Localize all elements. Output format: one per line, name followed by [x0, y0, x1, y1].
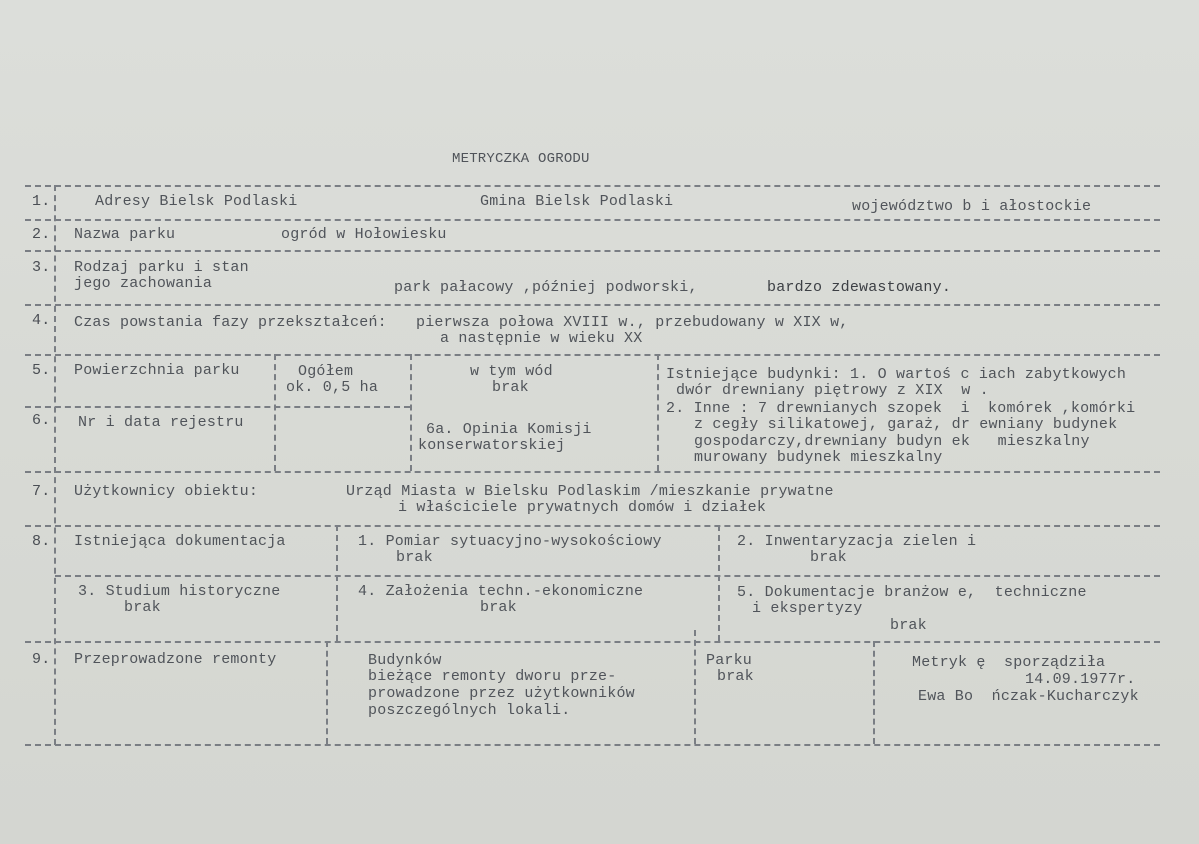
- creation-period-value-line2: a następnie w wieku XX: [440, 330, 643, 347]
- doc-4-title: 4. Założenia techn.-ekonomiczne: [358, 583, 644, 600]
- users-value-line2: i właściciele prywatnych domów i działek: [398, 499, 767, 516]
- renovations-buildings-line1: bieżące remonty dworu prze-: [368, 668, 617, 685]
- row-2-number: 2.: [32, 226, 51, 243]
- prepared-date: 14.09.1977r.: [1025, 671, 1136, 688]
- users-label: Użytkownicy obiektu:: [74, 483, 259, 500]
- renovations-park-label: Parku: [706, 652, 753, 669]
- renovations-buildings-line3: poszczególnych lokali.: [368, 702, 571, 719]
- row-5-number: 5.: [32, 362, 51, 379]
- buildings-line-6: murowany budynek mieszkalny: [694, 449, 943, 466]
- row-7-number: 7.: [32, 483, 51, 500]
- doc-1-title: 1. Pomiar sytuacyjno-wysokościowy: [358, 533, 662, 550]
- rule-v-r9b: [694, 630, 696, 744]
- prepared-by-label: Metryk ę sporządziła: [912, 654, 1106, 671]
- doc-3-status: brak: [124, 599, 161, 616]
- doc-5-title: 5. Dokumentacje branżow e, techniczne: [737, 584, 1087, 601]
- doc-2-title: 2. Inwentaryzacja zielen i: [737, 533, 977, 550]
- row-9-number: 9.: [32, 651, 51, 668]
- row-1-number: 1.: [32, 193, 51, 210]
- wojewodztwo-field: województwo b i ałostockie: [852, 198, 1092, 215]
- park-type-value: park pałacowy ,później podworski,: [394, 279, 698, 296]
- rule-v-r8a: [336, 525, 338, 641]
- doc-5-status: brak: [890, 617, 927, 634]
- area-total-value: ok. 0,5 ha: [286, 379, 379, 396]
- creation-period-value-line1: pierwsza połowa XVIII w., przebudowany w XIX w,: [416, 314, 849, 331]
- rule-7: [25, 525, 1160, 527]
- document-title: METRYCZKA OGRODU: [452, 151, 590, 167]
- renovations-label: Przeprowadzone remonty: [74, 651, 277, 668]
- rule-5a: [25, 406, 410, 408]
- doc-5-subtitle: i ekspertyzy: [752, 600, 863, 617]
- buildings-line-1: Istniejące budynki: 1. O wartoś c iach zabytkowych: [666, 366, 1127, 383]
- rule-number-column: [54, 185, 56, 745]
- rule-8: [25, 641, 1160, 643]
- park-name-value: ogród w Hołowiesku: [281, 226, 447, 243]
- rule-v-r5a: [274, 354, 276, 471]
- renovations-buildings-line2: prowadzone przez użytkowników: [368, 685, 635, 702]
- rule-4: [25, 354, 1160, 356]
- row-3-number: 3.: [32, 259, 51, 276]
- documentation-label: Istniejąca dokumentacja: [74, 533, 286, 550]
- buildings-line-3: 2. Inne : 7 drewnianych szopek i komórek ,komórki: [666, 400, 1136, 417]
- row-4-number: 4.: [32, 312, 51, 329]
- buildings-line-4: z cegły silikatowej, garaż, dr ewniany budynek: [694, 416, 1118, 433]
- park-condition-value: bardzo zdewastowany.: [767, 279, 952, 296]
- renovations-park-value: brak: [717, 668, 754, 685]
- doc-2-status: brak: [810, 549, 847, 566]
- park-name-label: Nazwa parku: [74, 226, 176, 243]
- rule-6: [25, 471, 1160, 473]
- rule-3: [25, 304, 1160, 306]
- rule-v-r5c: [657, 354, 659, 471]
- opinion-label-line1: 6a. Opinia Komisji: [426, 421, 592, 438]
- row-6-number: 6.: [32, 412, 51, 429]
- renovations-buildings-label: Budynków: [368, 652, 442, 669]
- opinion-label-line2: konserwatorskiej: [418, 437, 566, 454]
- water-area-value: brak: [492, 379, 529, 396]
- register-label: Nr i data rejestru: [78, 414, 244, 431]
- creation-period-label: Czas powstania fazy przekształceń:: [74, 314, 387, 331]
- prepared-author: Ewa Bo ńczak-Kucharczyk: [918, 688, 1139, 705]
- park-type-label-line1: Rodzaj parku i stan: [74, 259, 249, 276]
- rule-8a: [55, 575, 1160, 577]
- doc-1-status: brak: [396, 549, 433, 566]
- doc-4-status: brak: [480, 599, 517, 616]
- rule-bottom: [25, 744, 1160, 746]
- rule-v-r9a: [326, 641, 328, 744]
- rule-2: [25, 250, 1160, 252]
- water-area-label: w tym wód: [470, 363, 553, 380]
- address-field: Adresy Bielsk Podlaski: [95, 193, 298, 210]
- rule-v-r9c: [873, 641, 875, 744]
- users-value-line1: Urząd Miasta w Bielsku Podlaskim /mieszkanie prywatne: [346, 483, 834, 500]
- rule-v-r8b: [718, 525, 720, 641]
- area-label: Powierzchnia parku: [74, 362, 240, 379]
- row-8-number: 8.: [32, 533, 51, 550]
- area-total-label: Ogółem: [298, 363, 354, 380]
- rule-1: [25, 219, 1160, 221]
- gmina-field: Gmina Bielsk Podlaski: [480, 193, 674, 210]
- park-type-label-line2: jego zachowania: [74, 275, 213, 292]
- doc-3-title: 3. Studium historyczne: [78, 583, 281, 600]
- buildings-line-2: dwór drewniany piętrowy z XIX w .: [676, 382, 989, 399]
- buildings-line-5: gospodarczy,drewniany budyn ek mieszkalny: [694, 433, 1090, 450]
- rule-v-r5b: [410, 354, 412, 471]
- rule-top: [25, 185, 1160, 187]
